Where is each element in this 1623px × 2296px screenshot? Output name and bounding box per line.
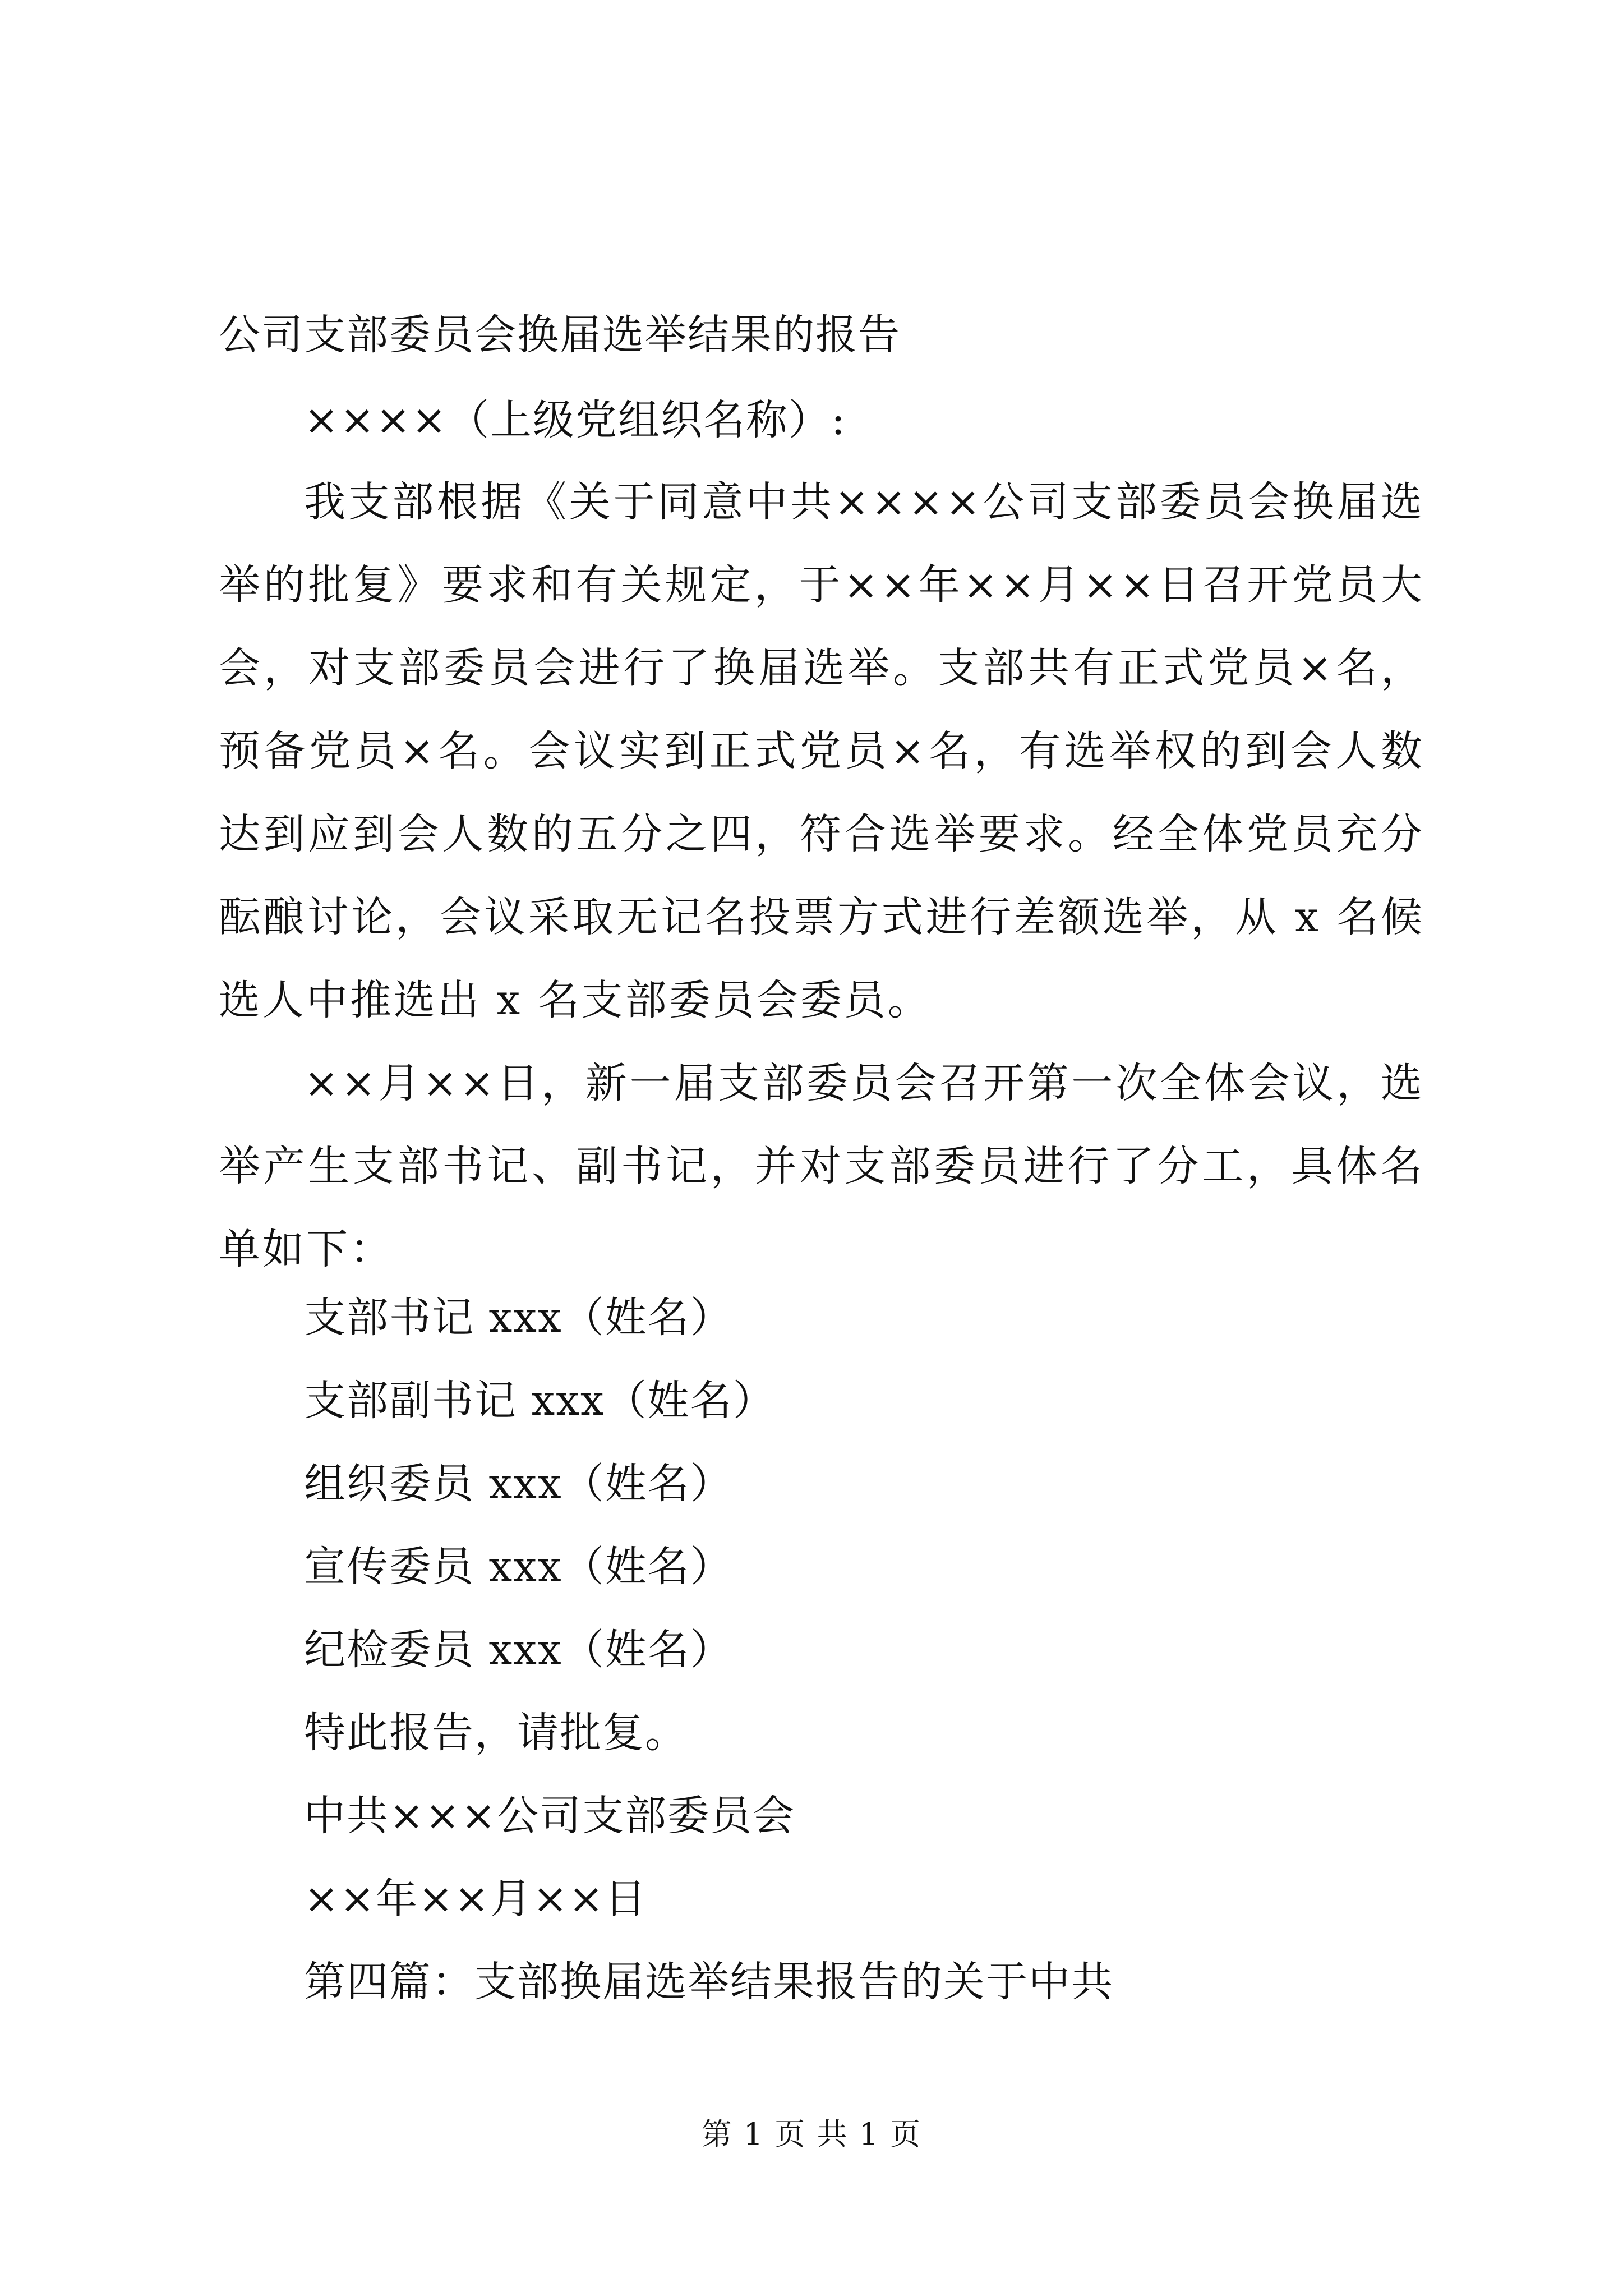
member-line-publicity: 宣传委员 xxx（姓名） (304, 1543, 733, 1591)
salutation: ××××（上级党组织名称）: (304, 396, 846, 444)
closing-line: 特此报告，请批复。 (304, 1709, 688, 1757)
next-section-heading: 第四篇：支部换届选举结果报告的关于中共 (304, 1958, 1114, 2006)
signature-date: ××年××月××日 (304, 1875, 648, 1923)
page-footer: 第 1 页 共 1 页 (701, 2116, 922, 2152)
body-paragraph-1: 我支部根据《关于同意中共××××公司支部委员会换届选举的批复》要求和有关规定，于××年××月××日召开党员大会，对支部委员会进行了换届选举。支部共有正式党员×名，预备党员×名。会议实到正式党员×名，有选举权的到会人数达到应到会人数的五分之四，符合选举要求。经全体党员充分酝酿讨论，会议采取无记名投票方式进行差额选举，从 x 名候选人中推选出 x 名支部委员会委员。 (219, 478, 1424, 1024)
member-line-deputy-secretary: 支部副书记 xxx（姓名） (304, 1377, 776, 1425)
member-line-discipline: 纪检委员 xxx（姓名） (304, 1626, 733, 1674)
document-title: 公司支部委员会换届选举结果的报告 (219, 311, 901, 359)
member-line-organization: 组织委员 xxx（姓名） (304, 1460, 733, 1508)
signature-organization: 中共×××公司支部委员会 (304, 1792, 796, 1840)
body-paragraph-2: ××月××日，新一届支部委员会召开第一次全体会议，选举产生支部书记、副书记，并对支部委员进行了分工，具体名单如下： (219, 1059, 1424, 1273)
member-line-secretary: 支部书记 xxx（姓名） (304, 1294, 733, 1342)
